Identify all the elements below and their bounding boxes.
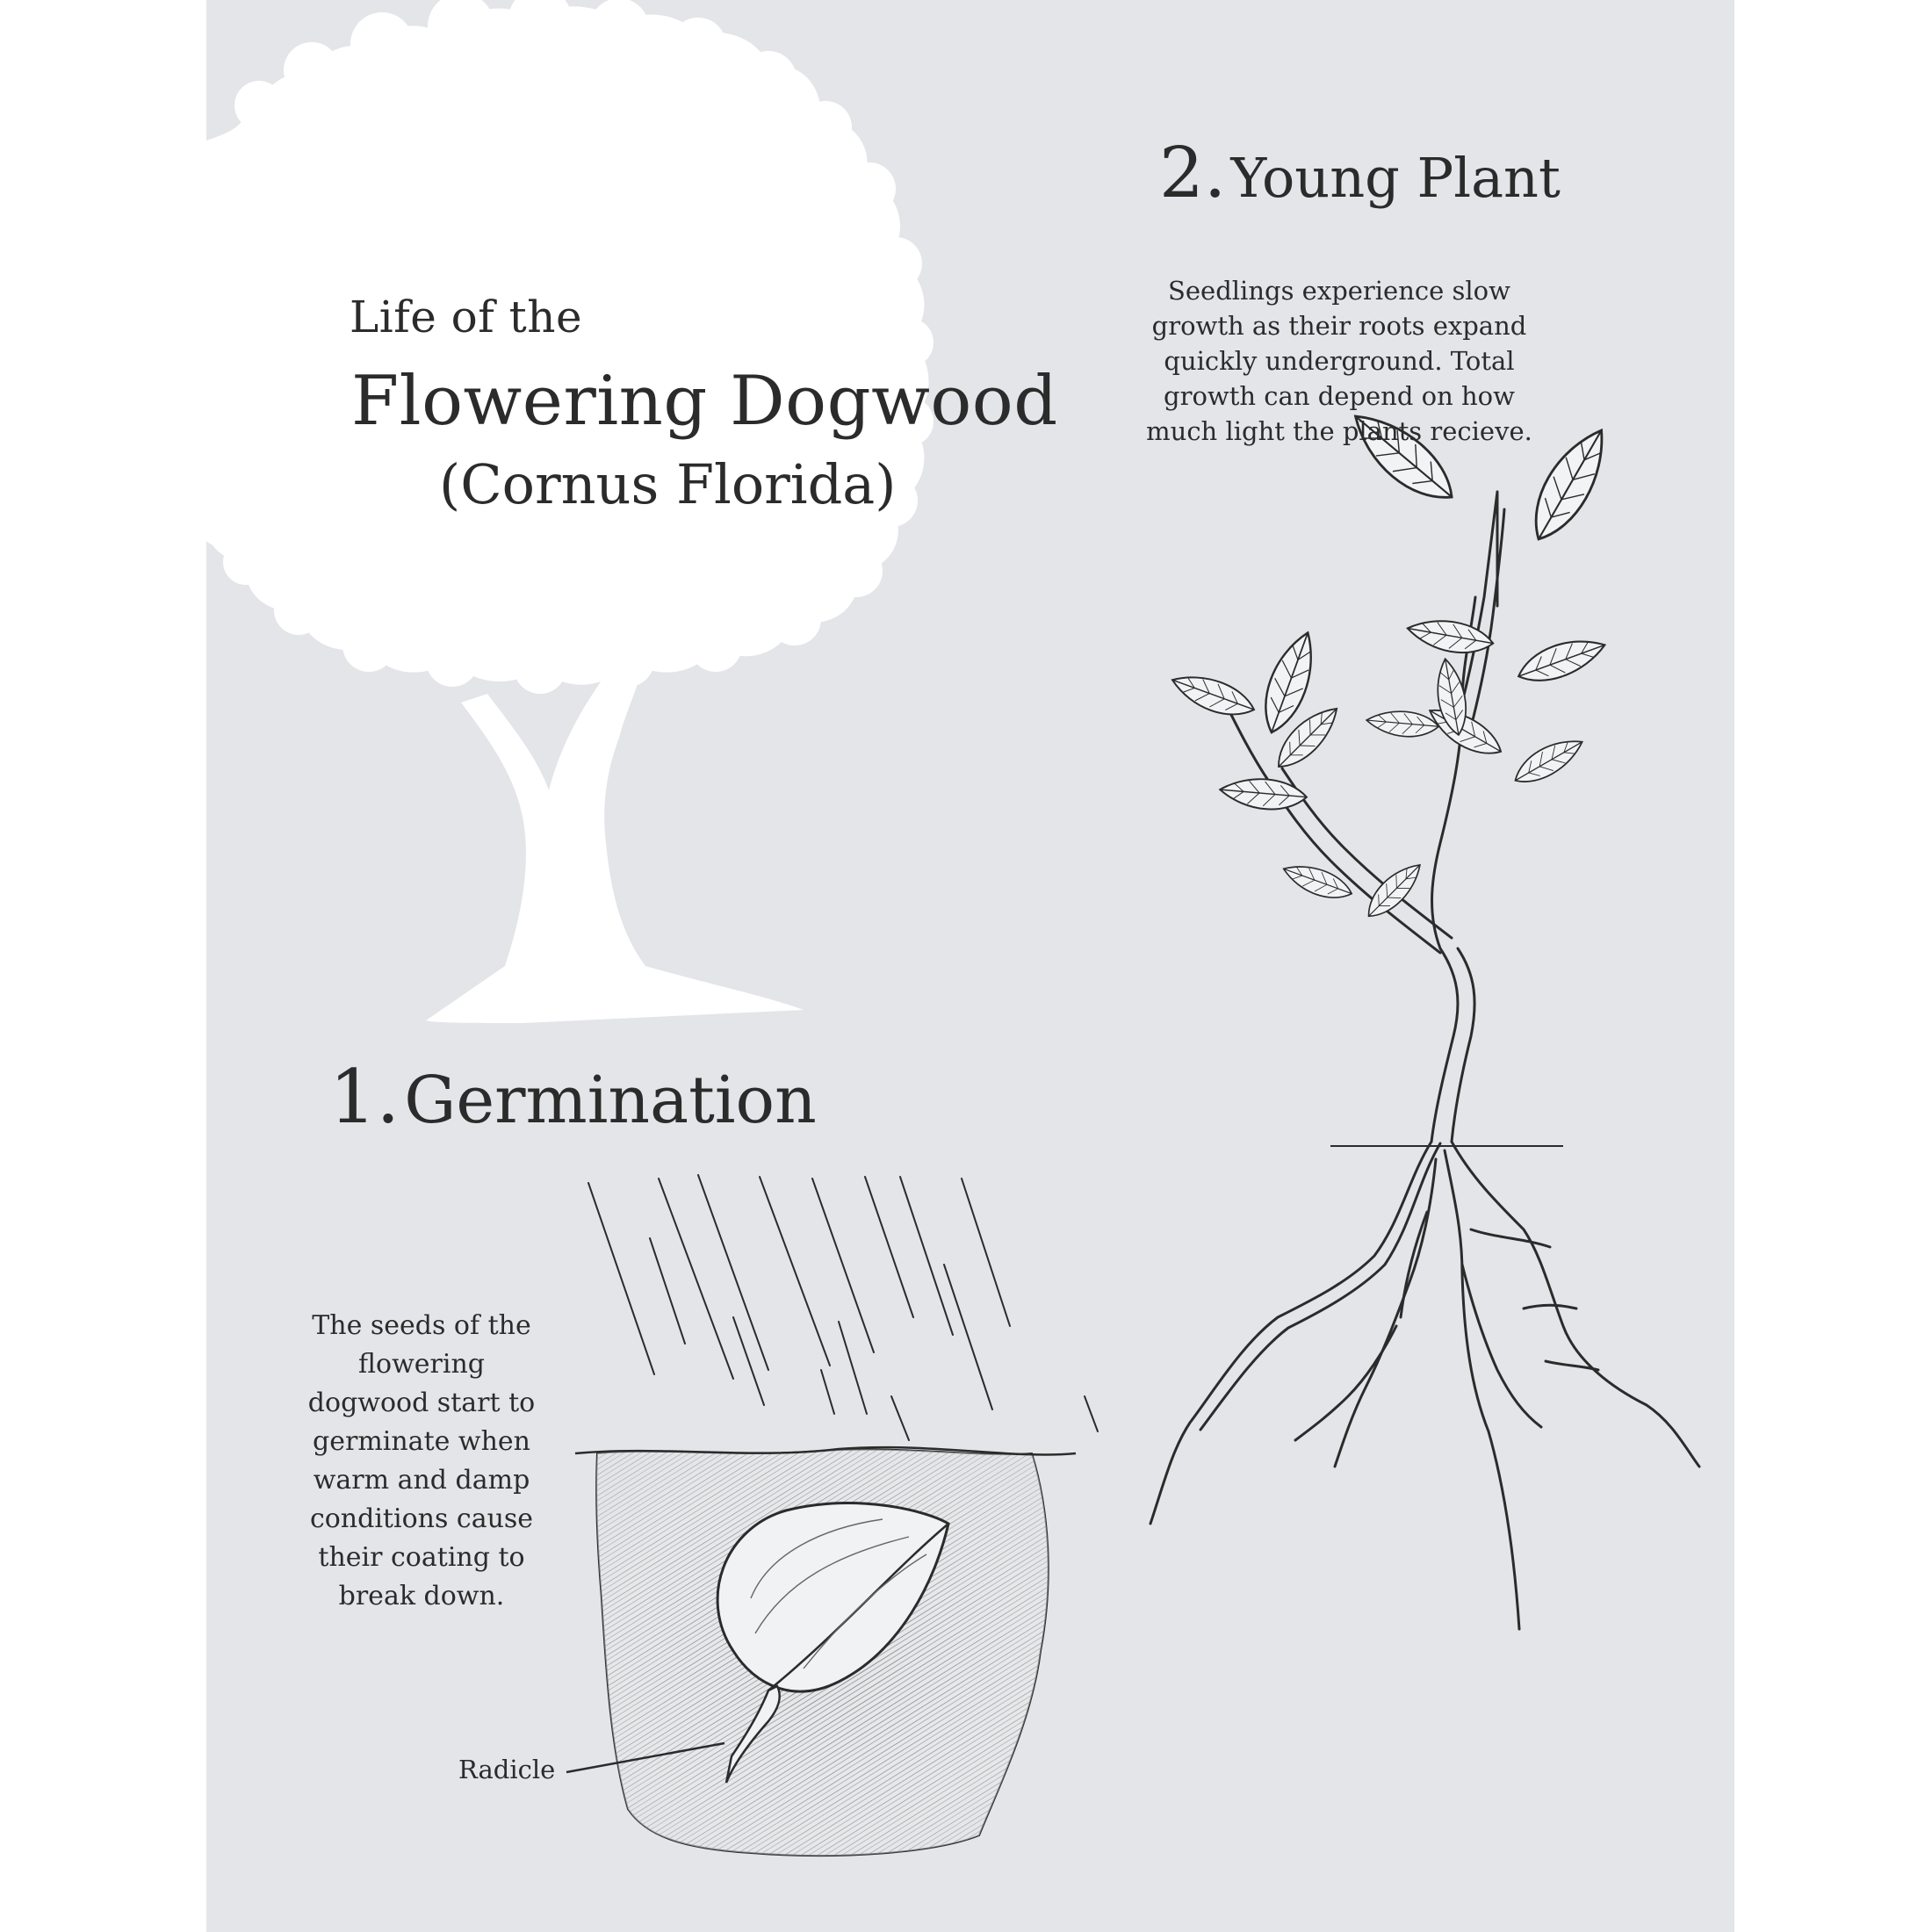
stage-2-heading [1159, 132, 1561, 213]
pre-title: Life of the [350, 292, 583, 342]
main-title: Flowering Dogwood [351, 362, 1058, 441]
young-plant-leaves [1167, 400, 1619, 925]
stage-2-description: Seedlings experience slow growth as their roots expand quickly underground. Total growth can depend on how much light the plants recieve. [1146, 276, 1532, 446]
stage-2-name: Young Plant [1230, 146, 1561, 210]
radicle-label: Radicle [458, 1755, 556, 1784]
rain-lines [588, 1175, 1098, 1440]
stage-1-description: The seeds of the flowering dogwood start to germinate when warm and damp conditions cause their coating to break down. [307, 1310, 536, 1611]
stage-2-number: 2. [1159, 132, 1227, 213]
young-plant-roots [1150, 1142, 1699, 1629]
young-plant-stem [1225, 492, 1504, 1142]
stage-1-name: Germination [404, 1063, 817, 1138]
stage-1-number: 1. [329, 1054, 400, 1140]
poster-page [206, 0, 1734, 1932]
scientific-name: (Cornus Florida) [439, 452, 897, 516]
stage-1-heading [329, 1054, 817, 1140]
